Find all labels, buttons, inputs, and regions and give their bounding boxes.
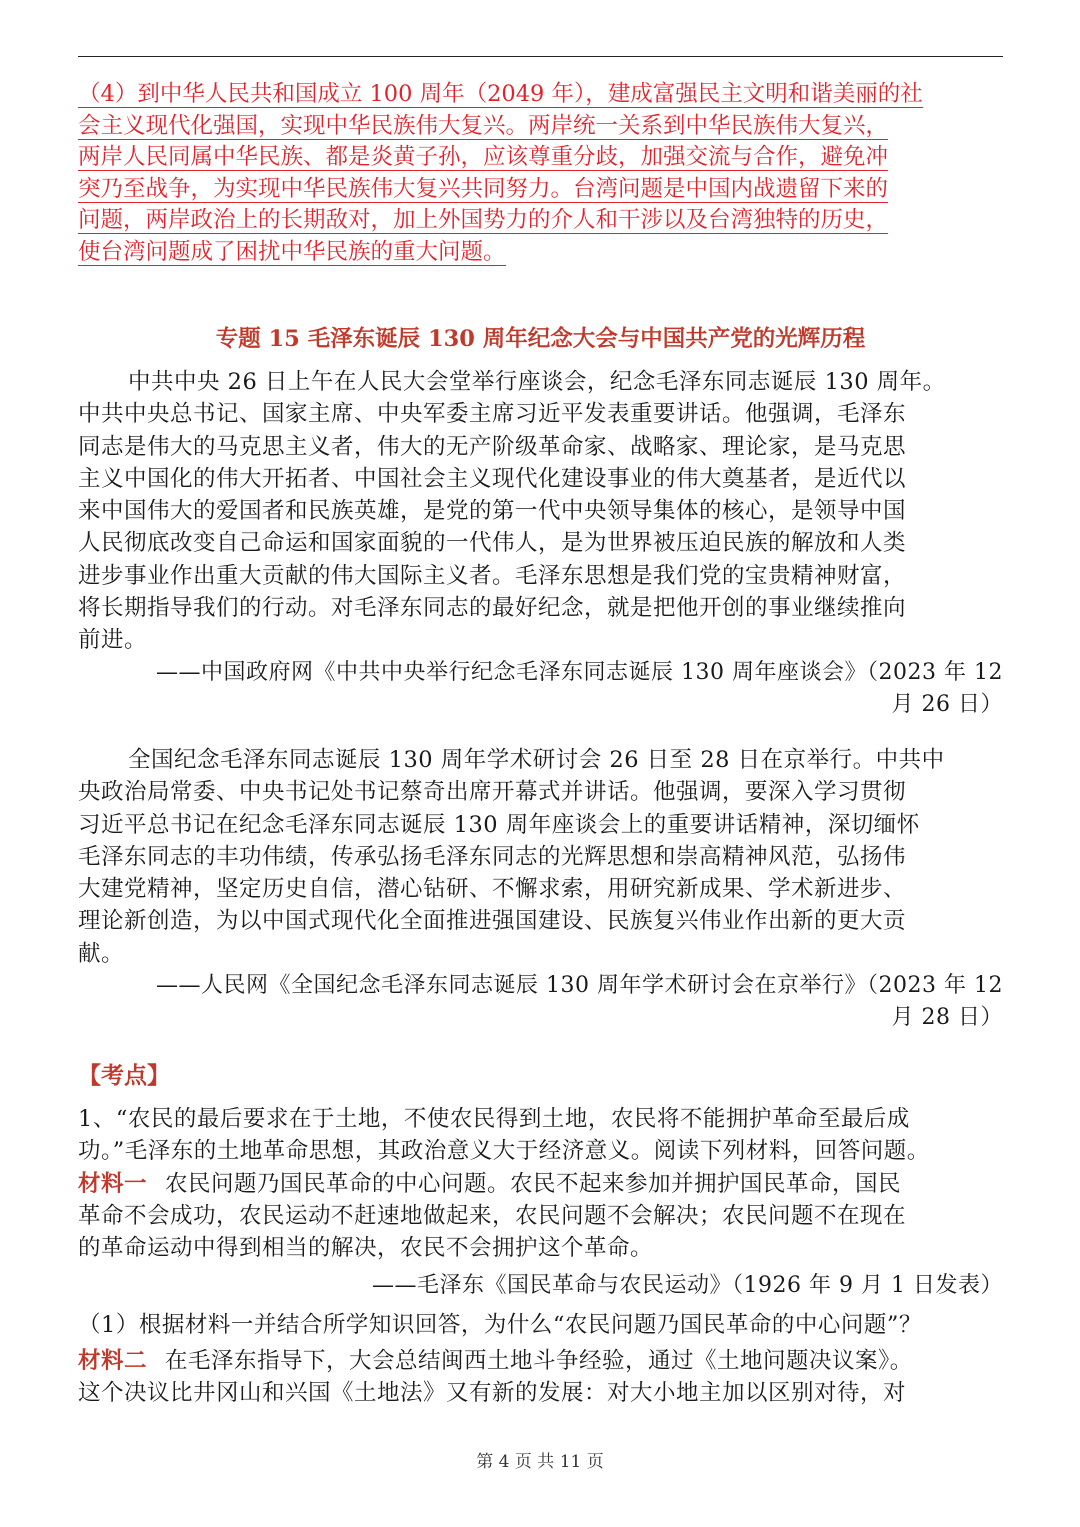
red-answer-paragraph xyxy=(78,80,1003,269)
answer-line: 两岸人民同属中华民族、都是炎黄子孙，应该尊重分歧，加强交流与合作，避免冲 xyxy=(78,144,889,170)
answer-line: 会主义现代化强国，实现中华民族伟大复兴。两岸统一关系到中华民族伟大复兴， xyxy=(78,112,889,139)
passage-line: 习近平总书记在纪念毛泽东同志诞辰 130 周年座谈会上的重要讲话精神，深切缅怀 xyxy=(78,811,920,838)
material-2-label: 材料二 xyxy=(78,1348,148,1375)
answer-line: 使台湾问题成了困扰中华民族的重大问题。 xyxy=(78,238,506,265)
passage-line: 毛泽东同志的丰功伟绩，传承弘扬毛泽东同志的光辉思想和崇高精神风范，弘扬伟 xyxy=(78,843,907,870)
sub-question-1: （1）根据材料一并结合所学知识回答，为什么“农民问题乃国民革命的中心问题”？ xyxy=(78,1311,922,1338)
answer-line: 问题，两岸政治上的长期敌对，加上外国势力的介人和干涉以及台湾独特的历史， xyxy=(78,207,889,233)
passage-line: 中共中央总书记、国家主席、中央军委主席习近平发表重要讲话。他强调，毛泽东 xyxy=(78,401,907,428)
header-rule xyxy=(78,56,1003,57)
source-citation: ——人民网《全国纪念毛泽东同志诞辰 130 周年学术研讨会在京举行》（2023 年 12 xyxy=(156,973,1003,999)
kaodian-heading: 【考点】 xyxy=(78,1062,170,1089)
passage-line: 人民彻底改变自己命运和国家面貌的一代伟人，是为世界被压迫民族的解放和人类 xyxy=(78,530,907,557)
answer-line: （4）到中华人民共和国成立 100 周年（2049 年），建成富强民主文明和谐美丽的社 xyxy=(78,81,923,107)
passage-line: 同志是伟大的马克思主义者，伟大的无产阶级革命家、战略家、理论家，是马克思 xyxy=(78,433,907,460)
passage-line: 主义中国化的伟大开拓者、中国社会主义现代化建设事业的伟大奠基者，是近代以 xyxy=(78,465,907,492)
passage-line: 来中国伟大的爱国者和民族英雄，是党的第一代中央领导集体的核心，是领导中国 xyxy=(78,498,907,525)
passage-line: 将长期指导我们的行动。对毛泽东同志的最好纪念，就是把他开创的事业继续推向 xyxy=(78,595,907,622)
passage-line: 全国纪念毛泽东同志诞辰 130 周年学术研讨会 26 日至 28 日在京举行。中共中 xyxy=(128,747,945,773)
passage-line: 央政治局常委、中央书记处书记蔡奇出席开幕式并讲话。他强调，要深入学习贯彻 xyxy=(78,779,907,806)
passage-line: 中共中央 26 日上午在人民大会堂举行座谈会，纪念毛泽东同志诞辰 130 周年。 xyxy=(128,369,946,395)
passage-line: 大建党精神，坚定历史自信，潜心钻研、不懈求索，用研究新成果、学术新进步、 xyxy=(78,876,907,903)
material-1-line: 革命不会成功，农民运动不赶速地做起来，农民问题不会解决；农民问题不在现在 xyxy=(78,1202,907,1229)
page-footer: 第 4 页 共 11 页 xyxy=(476,1452,604,1472)
topic-title: 专题 15 毛泽东诞辰 130 周年纪念大会与中国共产党的光辉历程 xyxy=(215,326,866,352)
material-2-line: 材料二 在毛泽东指导下，大会总结闽西土地斗争经验，通过《土地问题决议案》。 xyxy=(78,1348,913,1375)
passage-line: 献。 xyxy=(78,940,125,967)
passage-2 xyxy=(78,744,1003,1035)
passage-line: 进步事业作出重大贡献的伟大国际主义者。毛泽东思想是我们党的宝贵精神财富， xyxy=(78,562,907,589)
passage-1 xyxy=(78,366,1003,721)
question-line: 1、“农民的最后要求在于土地，不使农民得到土地，农民将不能拥护革命至最后成 xyxy=(78,1106,910,1132)
passage-line: 前进。 xyxy=(78,627,148,654)
source-citation-date: 月 28 日） xyxy=(891,1005,1003,1031)
question-line: 功。”毛泽东的土地革命思想，其政治意义大于经济意义。阅读下列材料，回答问题。 xyxy=(78,1138,930,1165)
material-2-line: 这个决议比井冈山和兴国《土地法》又有新的发展：对大小地主加以区别对待，对 xyxy=(78,1380,907,1407)
source-citation-date: 月 26 日） xyxy=(891,691,1003,717)
material-1-label: 材料一 xyxy=(78,1170,148,1197)
material-1-source: ——毛泽东《国民革命与农民运动》（1926 年 9 月 1 日发表） xyxy=(372,1273,1003,1299)
material-1-line: 材料一 农民问题乃国民革命的中心问题。农民不起来参加并拥护国民革命，国民 xyxy=(78,1170,902,1197)
answer-line: 突乃至战争，为实现中华民族伟大复兴共同努力。台湾问题是中国内战遗留下来的 xyxy=(78,175,889,202)
passage-line: 理论新创造，为以中国式现代化全面推进强国建设、民族复兴伟业作出新的更大贡 xyxy=(78,908,907,935)
source-citation: ——中国政府网《中共中央举行纪念毛泽东同志诞辰 130 周年座谈会》（2023 年 12 xyxy=(156,659,1003,685)
question-1 xyxy=(78,1103,1003,1410)
material-1-line: 的革命运动中得到相当的解决，农民不会拥护这个革命。 xyxy=(78,1235,654,1262)
